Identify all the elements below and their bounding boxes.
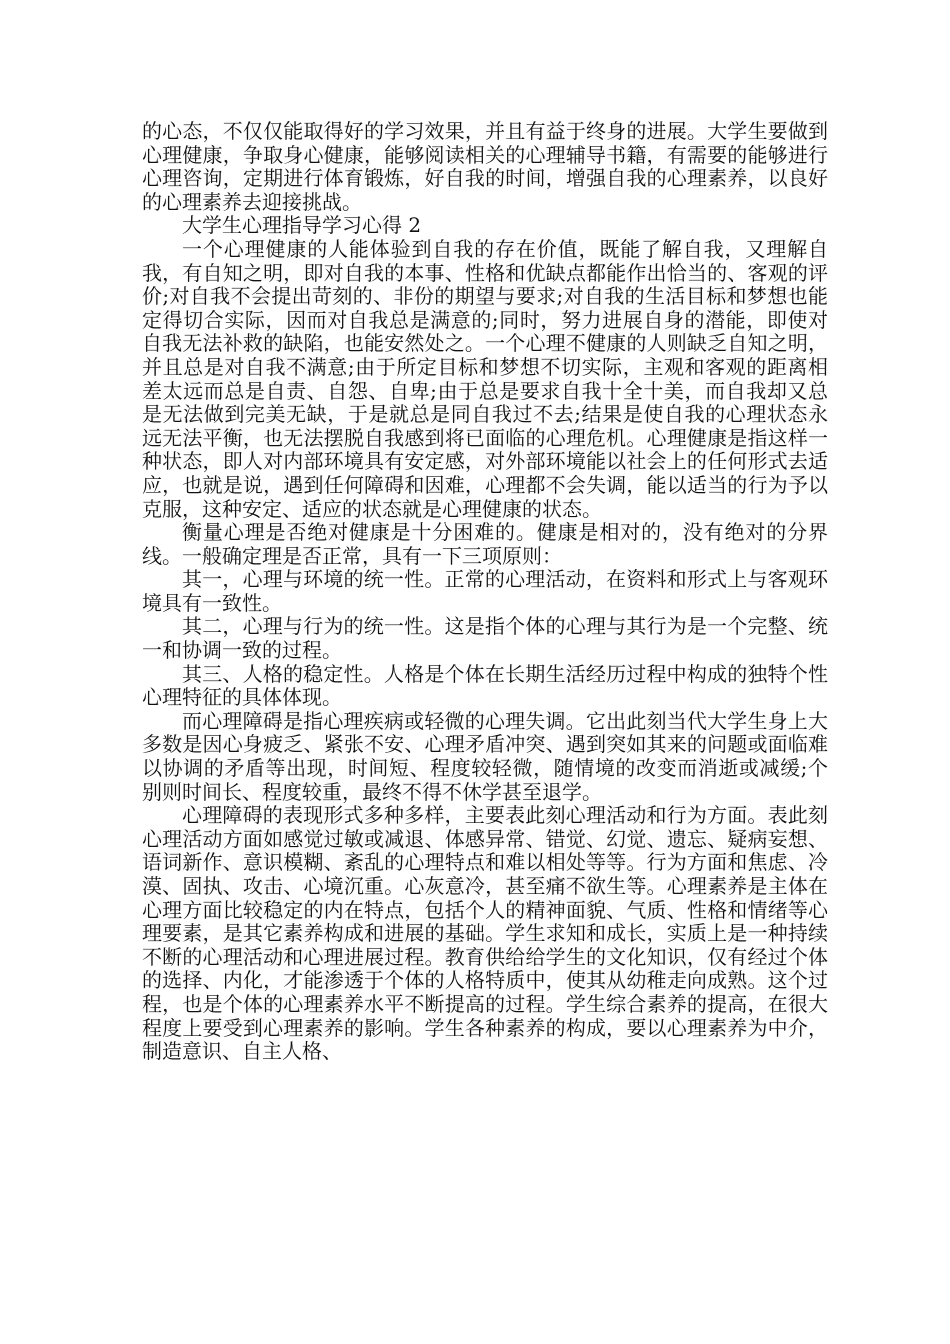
paragraph-principle-one: 其一，心理与环境的统一性。正常的心理活动，在资料和形式上与客观环境具有一致性。 (142, 567, 828, 615)
paragraph-self-awareness: 一个心理健康的人能体验到自我的存在价值，既能了解自我，又理解自我，有自知之明，即对自我的本事、性格和优缺点都能作出恰当的、客观的评价;对自我不会提出苛刻的、非份的期望与要求;对自我的生活目标和梦想也能定得切合实际，因而对自我总是满意的;同时，努力进展自身的潜能，即使对自我无法补救的缺陷，也能安然处之。一个心理不健康的人则缺乏自知之明，并且总是对自我不满意;由于所定目标和梦想不切实际，主观和客观的距离相差太远而总是自责、自怨、自卑;由于总是要求自我十全十美，而自我却又总是无法做到完美无缺，于是就总是同自我过不去;结果是使自我的心理状态永远无法平衡，也无法摆脱自我感到将已面临的心理危机。心理健康是指这样一种状态，即人对内部环境具有安定感，对外部环境能以社会上的任何形式去适应，也就是说，遇到任何障碍和因难，心理都不会失调，能以适当的行为予以克服，这种安定、适应的状态就是心理健康的状态。 (142, 236, 828, 521)
section-heading: 大学生心理指导学习心得 2 (182, 213, 422, 238)
paragraph-principle-three: 其三、人格的稳定性。人格是个体在长期生活经历过程中构成的独特个性心理特征的具体体现。 (142, 661, 828, 710)
paragraph-principle-two: 其二，心理与行为的统一性。这是指个体的心理与其行为是一个完整、统一和协调一致的过程。 (142, 614, 828, 663)
paragraph-disorder-forms: 心理障碍的表现形式多种多样，主要表此刻心理活动和行为方面。表此刻心理活动方面如感觉过敏或减退、体感异常、错觉、幻觉、遗忘、疑病妄想、语词新作、意识模糊、紊乱的心理特点和难以相处等等。行为方面和焦虑、冷漠、固执、攻击、心境沉重。心灰意冷，甚至痛不欲生等。心理素养是主体在心理方面比较稳定的内在特点，包括个人的精神面貌、气质、性格和情绪等心理要素，是其它素养构成和进展的基础。学生求知和成长，实质上是一种持续不断的心理活动和心理进展过程。教育供给给学生的文化知识，仅有经过个体的选择、内化，才能渗透于个体的人格特质中，使其从幼稚走向成熟。这个过程，也是个体的心理素养水平不断提高的过程。学生综合素养的提高，在很大程度上要受到心理素养的影响。学生各种素养的构成，要以心理素养为中介，制造意识、自主人格、 (142, 803, 828, 1064)
document-page (142, 120, 828, 1064)
paragraph-disorder-definition: 而心理障碍是指心理疾病或轻微的心理失调。它出此刻当代大学生身上大多数是因心身疲乏、紧张不安、心理矛盾冲突、遇到突如其来的问题或面临难以协调的矛盾等出现，时间短、程度较轻微，随情境的改变而消逝或减缓;个别则时间长、程度较重，最终不得不休学甚至退学。 (142, 708, 828, 804)
paragraph-measurement: 衡量心理是否绝对健康是十分困难的。健康是相对的，没有绝对的分界线。一般确定理是否正常，具有一下三项原则： (142, 520, 828, 568)
paragraph-intro: 的心态，不仅仅能取得好的学习效果，并且有益于终身的进展。大学生要做到心理健康，争取身心健康，能够阅读相关的心理辅导书籍，有需要的能够进行心理咨询，定期进行体育锻炼，好自我的时间，增强自我的心理素养，以良好的心理素养去迎接挑战。 (142, 119, 828, 214)
